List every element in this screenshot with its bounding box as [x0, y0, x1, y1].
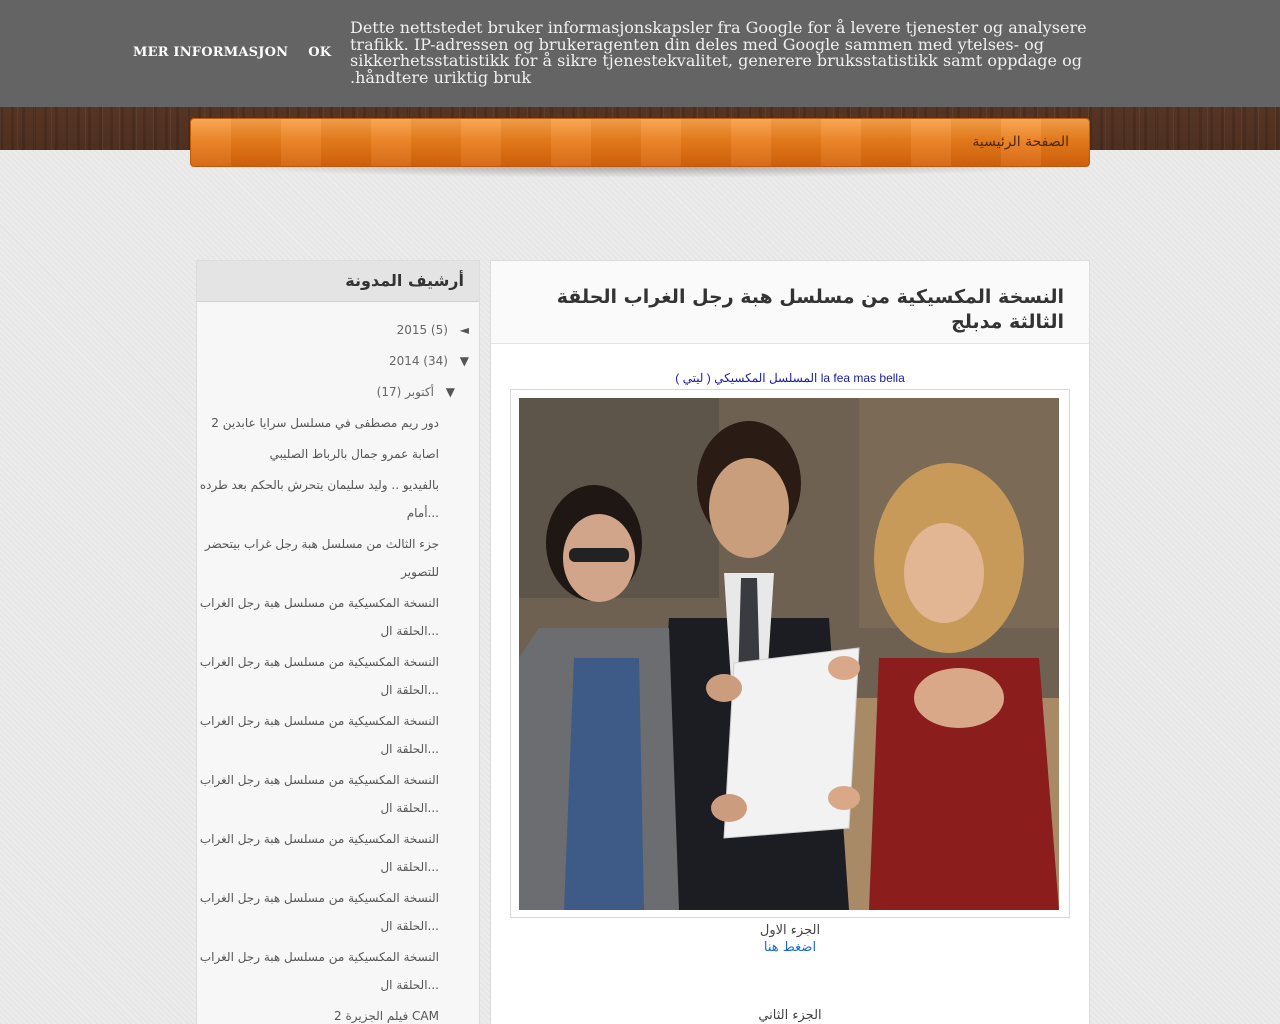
archive-year-2014-label: 2014 (34)	[388, 354, 448, 368]
archive-post-link[interactable]: بالفيديو .. وليد سليمان يتحرش بالحكم بعد طرده أمام...	[199, 478, 439, 520]
triangle-down-icon: ▼	[445, 385, 455, 399]
archive-post-link[interactable]: دور ريم مصطفى في مسلسل سرايا عابدين 2	[211, 416, 439, 430]
triangle-down-icon: ▼	[459, 354, 469, 368]
sidebar-title: أرشيف المدونة	[197, 261, 479, 302]
cookie-consent-bar	[0, 0, 1280, 107]
archive-year-2015[interactable]	[397, 323, 469, 337]
part-two-label: الجزء الثاني	[758, 1008, 822, 1023]
archive-post-link[interactable]: النسخة المكسيكية من مسلسل هبة رجل الغراب الحلقة ال...	[199, 773, 439, 815]
cookie-notice-text: Dette nettstedet bruker informasjonskapsler fra Google for å levere tjenester og analysere trafikk. IP-adressen og brukeragenten din deles med Google sammen med ytelses- og sikkerhetsstatistikk for å sikre tjenestekvalitet, generere bruksstatistikk samt oppdage og .håndtere uriktig bruk	[350, 18, 1087, 87]
archive-month-october-label: أكتوبر (17)	[376, 385, 434, 399]
post-title[interactable]: النسخة المكسيكية من مسلسل هبة رجل الغراب الحلقة الثالثة مدبلج	[491, 261, 1089, 344]
post-container	[490, 260, 1090, 1024]
main-navbar	[190, 118, 1090, 167]
archive-post-link[interactable]: النسخة المكسيكية من مسلسل هبة رجل الغراب الحلقة ال...	[199, 891, 439, 933]
post-photo-illustration	[519, 398, 1059, 910]
archive-post-link[interactable]: اصابة عمرو جمال بالرباط الصليبي	[269, 447, 439, 461]
archive-post-link[interactable]: النسخة المكسيكية من مسلسل هبة رجل الغراب الحلقة ال...	[199, 950, 439, 992]
archive-post-link[interactable]: جزء الثالث من مسلسل هبة رجل غراب بيتحضر للتصوير	[204, 537, 439, 579]
archive-post-link[interactable]: النسخة المكسيكية من مسلسل هبة رجل الغراب الحلقة ال...	[199, 596, 439, 638]
archive-post-link[interactable]: فيلم الجزيرة 2 CAM	[334, 1009, 439, 1023]
post-image[interactable]	[519, 398, 1059, 910]
ok-button[interactable]: OK	[308, 45, 332, 60]
blog-archive-sidebar	[196, 260, 480, 1024]
triangle-left-icon: ◄	[459, 323, 469, 337]
archive-month-october[interactable]	[377, 385, 455, 399]
archive-year-2015-label: 2015 (5)	[396, 323, 448, 337]
more-info-link[interactable]: MER INFORMASJON	[133, 45, 289, 60]
post-image-frame	[510, 389, 1070, 918]
part-one-label: الجزء الاول	[759, 923, 821, 938]
click-here-link[interactable]: اضغط هنا	[763, 940, 817, 955]
nav-home-link[interactable]: الصفحة الرئيسية	[972, 134, 1069, 150]
post-subtitle: المسلسل المكسيكي ( ليتي ) la fea mas bella	[675, 371, 905, 385]
archive-year-2014[interactable]	[389, 354, 469, 368]
archive-post-link[interactable]: النسخة المكسيكية من مسلسل هبة رجل الغراب الحلقة ال...	[199, 714, 439, 756]
cookie-actions	[133, 45, 331, 60]
archive-post-link[interactable]: النسخة المكسيكية من مسلسل هبة رجل الغراب الحلقة ال...	[199, 832, 439, 874]
archive-post-link[interactable]: النسخة المكسيكية من مسلسل هبة رجل الغراب الحلقة ال...	[199, 655, 439, 697]
